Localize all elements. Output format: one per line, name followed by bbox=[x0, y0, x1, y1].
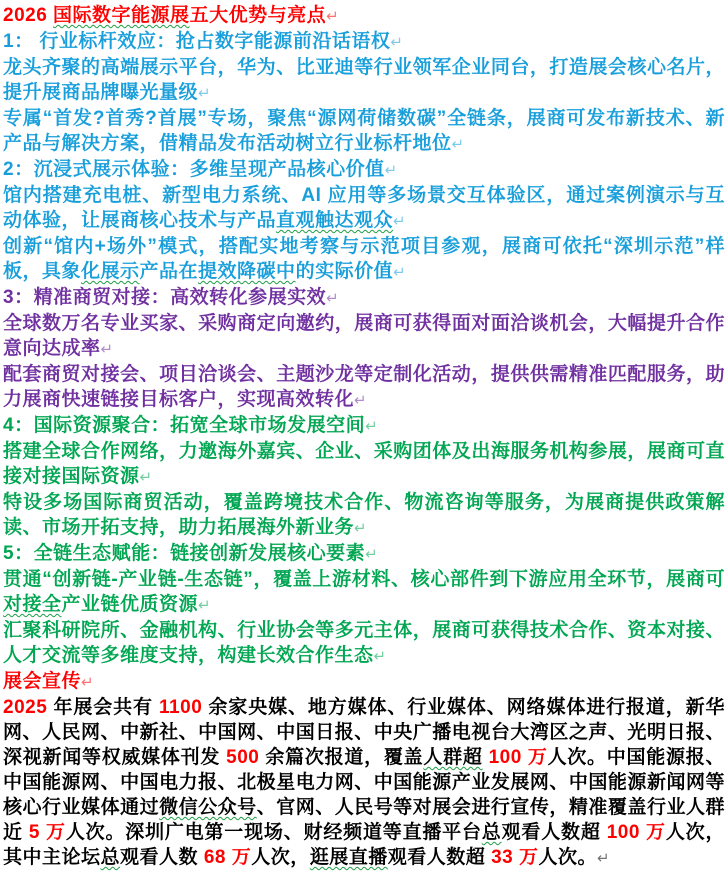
doc-title bbox=[3, 3, 725, 29]
section-3-para-1 bbox=[3, 311, 725, 362]
section-5-heading bbox=[3, 541, 725, 567]
section-4-heading bbox=[3, 413, 725, 439]
section-5-para-1 bbox=[3, 567, 725, 618]
section-2-heading bbox=[3, 157, 725, 183]
para-text: 余篇次报道，覆盖 bbox=[259, 747, 424, 768]
paragraph-mark: ↵ bbox=[354, 392, 368, 409]
heading-text: 4：国际资源聚合：拓宽全球市场发展空间 bbox=[3, 415, 366, 436]
para-text-wavy: 总 bbox=[100, 847, 121, 868]
paragraph-mark: ↵ bbox=[373, 648, 387, 665]
para-text: 观看人数 bbox=[120, 847, 199, 868]
heading-text: 5：全链生态赋能：链接创新发展核心要素 bbox=[3, 543, 366, 564]
para-text: 搭建全球合作网络，力邀海外嘉宾、企业、采购团体及出海服务机构参展，展商可直接对接国际资源 bbox=[3, 441, 725, 487]
paragraph-mark: ↵ bbox=[100, 341, 114, 358]
paragraph-mark: ↵ bbox=[597, 850, 611, 867]
section-5-para-2 bbox=[3, 618, 725, 669]
para-text-wavy: 化展示 bbox=[81, 261, 140, 282]
heading-text: 1： 行业标杆效应：抢占数字能源前沿话语权 bbox=[3, 31, 391, 52]
para-text: 专属“首发?首秀?首展”专场，聚焦“源网荷储数碳”全链条，展商可发布新技术、新产品与解决方案，借精品发布活动树立行业标杆地位 bbox=[3, 108, 725, 154]
para-text-wavy: 人群超 bbox=[423, 747, 483, 768]
paragraph-mark: ↵ bbox=[139, 469, 153, 486]
para-text: 年展会共有 bbox=[47, 697, 153, 718]
para-text: 、官网、人民号等对展会进行宣传，精准覆盖行业人群近 bbox=[3, 797, 725, 843]
section-2-para-1 bbox=[3, 183, 725, 234]
para-text: 余家央媒、地方媒体、行业媒体、网络媒体进行报道，新华网、人民网、中新社、中国网、中国日报、中央广播电视台大湾区之声、光明日报、深视新闻等权威媒体刊发 bbox=[3, 697, 726, 768]
para-text: 贯通“创新链-产业链-生态链”，覆盖上游材料、核心部件到下游应用全环节，展商可 bbox=[3, 569, 725, 590]
para-text: 特设多场国际商贸活动，覆盖跨境技术合作、物流咨询等服务，为展商提供政策解读、市场开拓支持，助力拓展海外新业务 bbox=[3, 492, 725, 538]
paragraph-mark: ↵ bbox=[326, 8, 340, 25]
paragraph-mark: ↵ bbox=[451, 136, 465, 153]
section-1-para-2 bbox=[3, 106, 725, 157]
para-text-wavy: 提效降碳中 bbox=[198, 261, 296, 282]
para-text: 馆内搭建充电桩、新型电力系统、AI 应用等多场景交互体验区，通过案例演示与互动体验，让展商核心技术与产品 bbox=[3, 185, 725, 231]
paragraph-mark: ↵ bbox=[81, 674, 95, 691]
stat-media-count: 1100 bbox=[152, 697, 203, 718]
section-2-para-2 bbox=[3, 234, 725, 285]
title-text-wavy: 国际数字能源展 bbox=[53, 5, 190, 26]
section-3-para-2 bbox=[3, 362, 725, 413]
paragraph-mark: ↵ bbox=[393, 264, 407, 281]
heading-text: 3：精准商贸对接：高效转化参展实效 bbox=[3, 287, 327, 308]
para-text-wavy: 逛展直播 bbox=[309, 847, 388, 868]
paragraph-mark: ↵ bbox=[198, 85, 212, 102]
paragraph-mark: ↵ bbox=[365, 546, 379, 563]
stat-forum-viewers: 68 万 bbox=[198, 847, 252, 868]
paragraph-mark: ↵ bbox=[354, 520, 368, 537]
para-text: 龙头齐聚的高端展示平台，华为、比亚迪等行业领军企业同台，打造展会核心名片，提升展商品牌曝光量级 bbox=[3, 57, 725, 103]
paragraph-mark: ↵ bbox=[393, 213, 407, 230]
para-text-wavy: 总 bbox=[481, 822, 502, 843]
stat-report-count: 500 bbox=[220, 747, 260, 768]
para-text: 的实际价值 bbox=[295, 261, 394, 282]
stat-tour-viewers: 33 万 bbox=[485, 847, 539, 868]
para-text: 人次， bbox=[251, 847, 310, 868]
title-text: 五大优势与亮点 bbox=[189, 5, 327, 26]
section-1-para-1 bbox=[3, 55, 725, 106]
paragraph-mark: ↵ bbox=[390, 34, 404, 51]
promo-para bbox=[3, 695, 725, 871]
stat-industry-reach: 5 万 bbox=[22, 822, 66, 843]
para-text: 创新“馆内+场外”模式，搭配实地考察与示范项目参观，展商可依托“深圳示范”样板，具象 bbox=[3, 236, 725, 282]
para-text: 观看人数超 bbox=[387, 847, 486, 868]
para-text: 人次。深圳广电第一现场、财经频道等直播平台 bbox=[65, 822, 482, 843]
promo-heading bbox=[3, 669, 725, 695]
para-text: 产业链优质资源 bbox=[61, 594, 199, 615]
paragraph-mark: ↵ bbox=[198, 597, 212, 614]
stat-year: 2025 bbox=[3, 697, 48, 718]
title-text: 2026 bbox=[3, 5, 54, 26]
section-3-heading bbox=[3, 285, 725, 311]
paragraph-mark: ↵ bbox=[365, 418, 379, 435]
para-text: 汇聚科研院所、金融机构、行业协会等多元主体，展商可获得技术合作、资本对接、人才交流等多维度支持，构建长效合作生态 bbox=[3, 620, 725, 666]
stat-reach: 100 万 bbox=[482, 747, 548, 768]
para-text: 产品在 bbox=[139, 261, 199, 282]
paragraph-mark: ↵ bbox=[384, 162, 398, 179]
para-text-wavy: 微信公众号 bbox=[159, 797, 257, 818]
section-4-para-1 bbox=[3, 439, 725, 490]
para-text: 配套商贸对接会、项目洽谈会、主题沙龙等定制化活动，提供供需精准匹配服务，助力展商快速链接目标客户，实现高效转化 bbox=[3, 364, 725, 410]
paragraph-mark: ↵ bbox=[326, 290, 340, 307]
para-text: 全球数万名专业买家、采购商定向邀约，展商可获得面对面洽谈机会，大幅提升合作意向达成率 bbox=[3, 313, 725, 359]
section-1-heading bbox=[3, 29, 725, 55]
para-text: 人次，其中主论坛 bbox=[3, 822, 725, 868]
para-text: 人次。 bbox=[538, 847, 598, 868]
section-4-para-2 bbox=[3, 490, 725, 541]
para-text-wavy: 对接全 bbox=[3, 594, 62, 615]
para-text: 观看人数超 bbox=[501, 822, 601, 843]
para-text-wavy: 直观触达观众 bbox=[276, 210, 394, 231]
heading-text: 展会宣传 bbox=[3, 671, 82, 692]
heading-text: 2：沉浸式展示体验：多维呈现产品核心价值 bbox=[3, 159, 385, 180]
stat-live-viewers: 100 万 bbox=[600, 822, 666, 843]
para-text: 人次。中国能源报、中国能源网、中国电力报、北极星电力网、中国能源产业发展网、中国能源新闻网等核心行业媒体通过 bbox=[3, 747, 725, 818]
